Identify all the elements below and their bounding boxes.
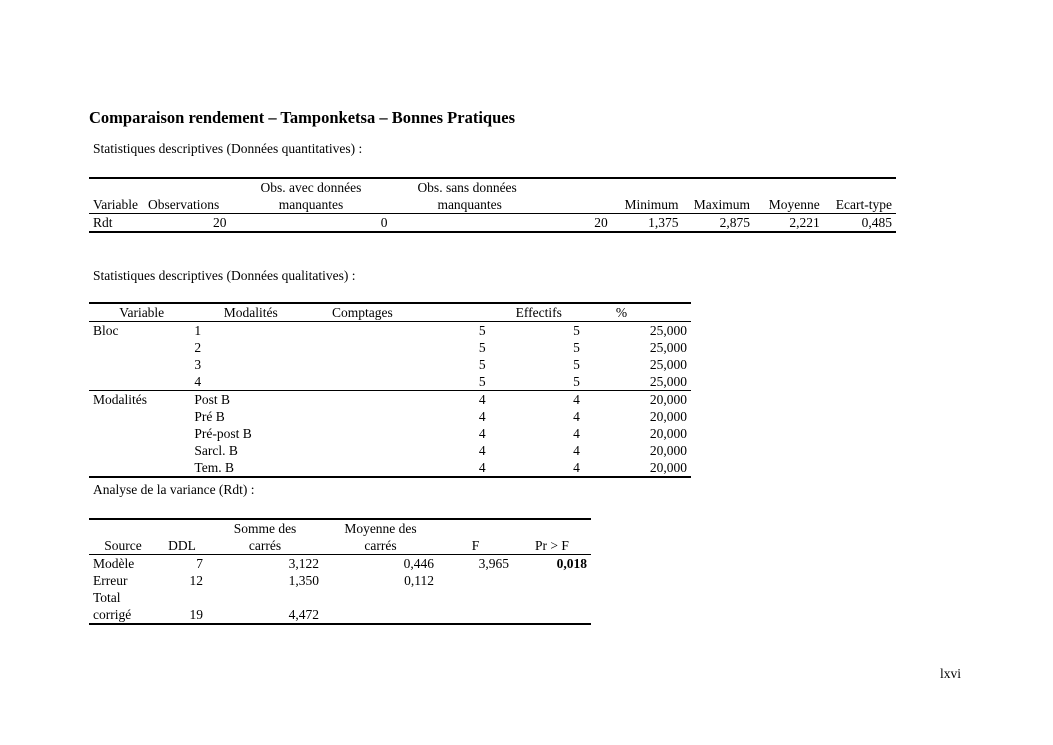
anova-caption: Analyse de la variance (Rdt) :	[93, 482, 255, 497]
table-row	[89, 214, 896, 233]
anova-ddl: 12	[189, 573, 203, 588]
anova-f: 3,965	[478, 556, 509, 571]
table-row	[89, 339, 691, 356]
qual-mod: Sarcl. B	[194, 443, 238, 458]
table-row	[89, 442, 691, 459]
qual-effectifs: 5	[573, 340, 580, 355]
quant-cell-ecart-type: 0,485	[861, 215, 892, 230]
qual-pct: 20,000	[649, 426, 687, 441]
anova-moyenne: 0,446	[403, 556, 434, 571]
qual-mod: 2	[194, 340, 202, 355]
qual-comptages: 4	[478, 460, 486, 475]
qual-pct: 20,000	[649, 409, 687, 424]
quant-header-observations: Observations	[148, 197, 220, 212]
qual-comptages: 5	[478, 357, 486, 372]
qual-table	[89, 302, 691, 478]
qual-comptages: 4	[478, 409, 486, 424]
qual-mod: Pré-post B	[194, 426, 252, 441]
quant-cell-observations: 20	[213, 215, 227, 230]
quant-cell-maximum: 2,875	[719, 215, 750, 230]
anova-ddl: 7	[196, 556, 203, 571]
quant-header-obs-sans: Obs. sans données manquantes	[417, 180, 517, 212]
qual-effectifs: 5	[573, 323, 580, 338]
anova-pr: 0,018	[556, 556, 587, 571]
anova-header-moyenne: Moyenne des carrés	[344, 521, 417, 553]
qual-effectifs: 4	[573, 392, 580, 407]
quant-caption: Statistiques descriptives (Données quantitatives) :	[93, 141, 363, 156]
qual-mod: 4	[194, 374, 202, 389]
qual-comptages: 4	[478, 443, 486, 458]
qual-group-bloc: Bloc	[93, 323, 119, 338]
qual-comptages: 5	[478, 374, 486, 389]
table-row	[89, 408, 691, 425]
qual-mod: Pré B	[194, 409, 225, 424]
anova-header-pr: Pr > F	[535, 538, 569, 553]
quant-table	[89, 177, 896, 233]
table-row	[89, 459, 691, 477]
qual-comptages: 4	[478, 392, 486, 407]
qual-comptages: 5	[478, 340, 486, 355]
qual-header-variable: Variable	[119, 305, 165, 320]
qual-effectifs: 4	[573, 460, 580, 475]
page-number: lxvi	[940, 666, 962, 681]
anova-source: Modèle	[93, 556, 135, 571]
document-title: Comparaison rendement – Tamponketsa – Bonnes Pratiques	[89, 108, 515, 127]
anova-ddl-total: 19	[189, 607, 203, 622]
anova-source: Erreur	[93, 573, 128, 588]
quant-cell-minimum: 1,375	[648, 215, 679, 230]
qual-mod: Tem. B	[194, 460, 234, 475]
anova-table	[89, 518, 591, 625]
quant-cell-moyenne: 2,221	[789, 215, 820, 230]
qual-header-pct: %	[615, 305, 628, 320]
quant-header-minimum: Minimum	[624, 197, 679, 212]
qual-header-modalites: Modalités	[223, 305, 278, 320]
qual-header-comptages: Comptages	[332, 305, 393, 320]
anova-pr	[513, 572, 591, 589]
quant-cell-obs-avec: 0	[380, 215, 388, 230]
qual-effectifs: 5	[573, 374, 580, 389]
quant-header-maximum: Maximum	[693, 197, 750, 212]
quant-header-variable: Variable	[93, 197, 138, 212]
qual-effectifs: 4	[573, 443, 580, 458]
qual-effectifs: 5	[573, 357, 580, 372]
table-row	[89, 373, 691, 391]
qual-pct: 20,000	[649, 392, 687, 407]
qual-pct: 25,000	[649, 374, 687, 389]
table-row	[89, 425, 691, 442]
qual-mod: 3	[194, 357, 202, 372]
qual-mod: Post B	[194, 392, 231, 407]
qual-effectifs: 4	[573, 426, 580, 441]
qual-caption: Statistiques descriptives (Données qualitatives) :	[93, 268, 356, 283]
anova-header-f: F	[471, 538, 480, 553]
table-row	[89, 572, 591, 589]
qual-pct: 25,000	[649, 323, 687, 338]
anova-header-somme: Somme des carrés	[233, 521, 297, 553]
qual-pct: 20,000	[649, 443, 687, 458]
anova-somme: 3,122	[288, 556, 319, 571]
qual-effectifs: 4	[573, 409, 580, 424]
table-row	[89, 391, 691, 409]
qual-mod: 1	[194, 323, 202, 338]
anova-source-total: Total corrigé	[93, 590, 132, 622]
anova-header-source: Source	[104, 538, 142, 553]
anova-somme: 1,350	[288, 573, 319, 588]
table-row	[89, 555, 591, 573]
qual-pct: 20,000	[649, 460, 687, 475]
qual-group-modalites: Modalités	[93, 392, 147, 407]
quant-cell-obs-sans: 20	[594, 215, 608, 230]
qual-pct: 25,000	[649, 357, 687, 372]
qual-comptages: 5	[478, 323, 486, 338]
quant-header-moyenne: Moyenne	[768, 197, 820, 212]
quant-header-ecart-type: Ecart-type	[835, 197, 892, 212]
table-row	[89, 356, 691, 373]
anova-moyenne: 0,112	[404, 573, 434, 588]
qual-header-effectifs: Effectifs	[515, 305, 562, 320]
quant-cell-variable: Rdt	[93, 215, 113, 230]
anova-header-ddl: DDL	[168, 538, 196, 553]
qual-pct: 25,000	[649, 340, 687, 355]
anova-somme-total: 4,472	[288, 607, 319, 622]
anova-f	[438, 572, 513, 589]
table-row	[89, 589, 591, 624]
qual-comptages: 4	[478, 426, 486, 441]
quant-header-obs-avec: Obs. avec données manquantes	[260, 180, 362, 212]
table-row	[89, 322, 691, 340]
